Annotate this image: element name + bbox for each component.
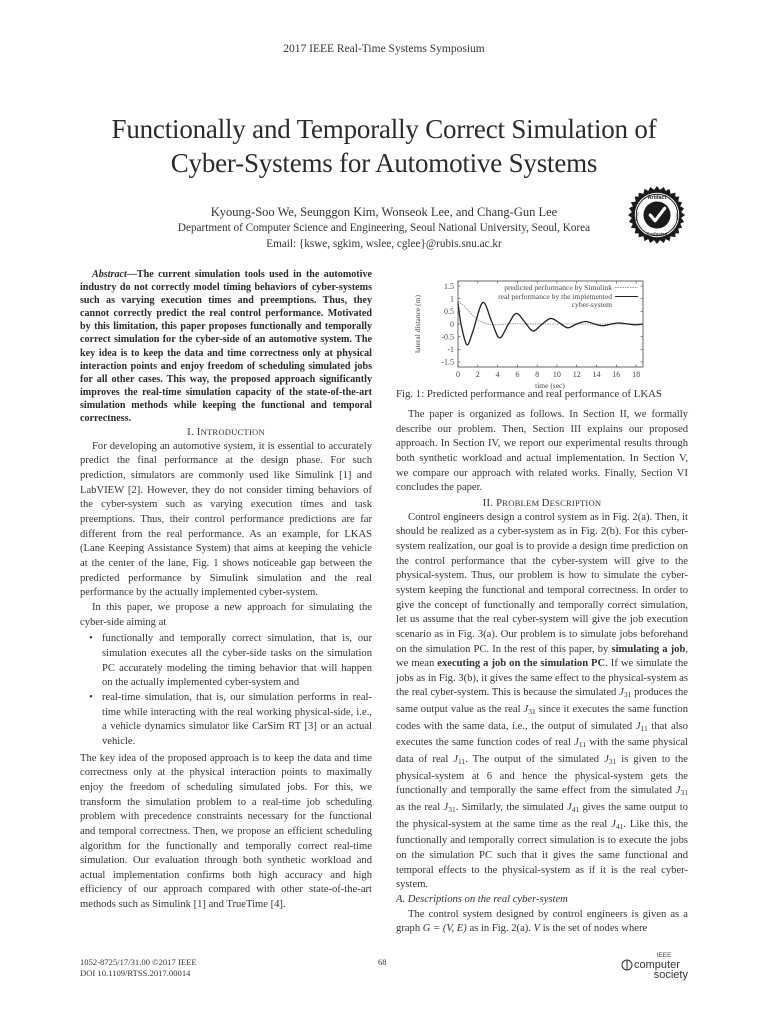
svg-text:10: 10: [552, 370, 561, 379]
svg-text:16: 16: [612, 370, 621, 379]
section-heading-problem-description: [396, 496, 688, 511]
title-line-2: Cyber-Systems for Automotive Systems: [170, 148, 598, 178]
svg-text:-1.5: -1.5: [441, 357, 454, 367]
abstract: [80, 268, 372, 425]
svg-text:society: society: [653, 969, 688, 981]
badge-top-text: Artifact: [647, 195, 667, 202]
heading-initial: I: [196, 426, 201, 439]
section-heading-introduction: [80, 425, 372, 440]
author-email: Email: {kswe, sgkim, wslee, cglee}@rubis.snu.ac.kr: [266, 238, 502, 250]
figure-1-chart: [412, 276, 660, 396]
y-axis-label: lateral distance (m): [413, 295, 422, 353]
abstract-label: Abstract: [92, 269, 127, 280]
subsection-heading: A. Descriptions on the real cyber-system: [396, 894, 568, 905]
list-item: • functionally and temporally correct simulation, that is, our simulation executes all the cyber-side tasks on the simulation PC accurately modeling the timing behavior that will happen on the actually implemented cyber-system and: [102, 632, 372, 691]
issn-line: 1052-8725/17/31.00 ©2017 IEEE: [80, 957, 197, 967]
svg-text:1.5: 1.5: [444, 281, 454, 291]
footer-copyright: [80, 957, 197, 979]
graph-paragraph: The control system designed by control engineers is given as a graph G = (V, E) as in Fig. 2(a). V is the set of nodes where: [396, 908, 688, 935]
intro-paragraph-3: The key idea of the proposed approach is to keep the data and time correctness only at the physical interaction points to maximally enjoy the freedom of scheduling simulated jobs. For this, we transform the simulation problem to a real-time job scheduling problem with precedence constraints necessary for the functional and temporal correctness. Then, we propose an efficient scheduling algorithm for the functionally and temporally correct real-time simulation. Our evaluation through both synthetic workload and actual implementation confirms both high accuracy and high efficiency of our approach compared with other state-of-the-art methods such as Simulink [1] and TrueTime [4].: [80, 752, 372, 911]
left-column: [80, 268, 372, 913]
abstract-text: —The current simulation tools used in the automotive industry do not correctly model timing behaviors of cyber-systems such as varying execution times and preemptions. Thus, they cannot correctly predict the real control performance. Motivated by this limitation, this paper proposes functionally and temporally correct simulation for the cyber-side of an automotive system. The key idea is to keep the data and time correctness only at physical interaction points and enjoy freedom of scheduling simulated jobs for all other cases. This way, the proposed approach significantly improves the real-time simulation capacity of the state-of-the-art simulation methods while keeping the functional and temporal correctness.: [80, 269, 372, 425]
plot-area: [458, 301, 643, 345]
svg-text:6: 6: [515, 370, 520, 379]
svg-text:12: 12: [572, 370, 581, 379]
legend-label-real-line1: real performance by the implemented: [498, 292, 612, 301]
right-column: [396, 408, 688, 937]
svg-text:4: 4: [495, 370, 500, 379]
heading-initial: D: [541, 496, 550, 509]
math-expression: G = (V, E): [422, 923, 467, 935]
bold-term: simulating a job: [611, 643, 686, 655]
svg-text:0: 0: [456, 370, 460, 379]
heading-smallcaps: NTRODUCTION: [200, 427, 265, 438]
list-item: • real-time simulation, that is, our simulation performs in real-time while interacting with the real working physical-side, i.e., a vehicle dynamics simulator like CarSim RT [3] or an actual vehicle.: [102, 691, 372, 750]
svg-text:IEEE: IEEE: [656, 952, 672, 959]
conference-header: 2017 IEEE Real-Time Systems Symposium: [283, 43, 485, 55]
chart-legend: [498, 283, 638, 309]
intro-paragraph-1: For developing an automotive system, it is essential to accurately predict the final performance at the design phase. For such prediction, simulators are commonly used like Simulink [1] and LabVIEW [2]. However, they do not consider timing behaviors of the cyber-system such as varying execution times and task preemptions. Thus, their control performance predictions are far different from the real performance. As an example, for LKAS (Lane Keeping Assistance System) that aims at keeping the vehicle at the center of the lane, Fig. 1 shows noticeable gap between the predicted performance by Simulink simulation and the real performance by the actually implemented cyber-system.: [80, 440, 372, 599]
badge-right-text: AEC: [674, 212, 680, 221]
heading-initial: P: [496, 496, 503, 509]
section-number: II.: [482, 496, 497, 509]
svg-text:14: 14: [592, 370, 601, 379]
doi-line: DOI 10.1109/RTSS.2017.00014: [80, 968, 191, 978]
author-names: Kyoung-Soo We, Seunggon Kim, Wonseok Lee, and Chang-Gun Lee: [210, 205, 558, 219]
svg-text:18: 18: [632, 370, 641, 379]
svg-text:-1: -1: [447, 345, 454, 355]
intro-paragraph-2: In this paper, we propose a new approach for simulating the cyber-side aiming at: [80, 602, 372, 628]
svg-text:1: 1: [450, 294, 454, 304]
figure-1-caption: Fig. 1: Predicted performance and real performance of LKAS: [396, 388, 662, 400]
section-number: I.: [187, 426, 197, 439]
heading-smallcaps: ESCRIPTION: [549, 497, 602, 508]
x-axis-label: time (sec): [535, 381, 565, 390]
organization-paragraph: The paper is organized as follows. In Section II, we formally describe our problem. Then, Section III explains our proposed approach. In Section IV, we report our experimental results through both synthetic workload and actual implementation. In Section V, we compare our approach with related works. Finally, Section VI concludes the paper.: [396, 409, 688, 494]
svg-text:0: 0: [450, 319, 454, 329]
svg-text:2: 2: [475, 370, 480, 379]
badge-bottom-text: Evaluated: [646, 231, 668, 237]
artifact-evaluated-badge-icon: [628, 186, 686, 244]
legend-label-simulink: predicted performance by Simulink: [504, 283, 612, 292]
author-affiliation: Department of Computer Science and Engineering, Seoul National University, Seoul, Korea: [177, 222, 591, 234]
svg-text:computer: computer: [634, 959, 680, 971]
heading-smallcaps: ROBLEM: [502, 497, 542, 508]
title-line-1: Functionally and Temporally Correct Simulation of: [111, 114, 657, 144]
svg-text:0.5: 0.5: [444, 307, 454, 317]
badge-left-text: RTSS: [634, 212, 640, 222]
svg-text:-0.5: -0.5: [441, 332, 454, 342]
svg-text:8: 8: [535, 370, 540, 379]
paper-title: [0, 112, 768, 180]
problem-paragraph: Control engineers design a control system as in Fig. 2(a). Then, it should be realized as a cyber-system as in Fig. 2(b). For this cyber-system realization, our goal is to provide a design time prediction on the control performance that the cyber-system will give to the physical-system. Thus, our problem is how to simulate the cyber-system keeping the functional and temporal correctness. In order to give the concept of functionally and temporally correct simulation, let us assume that the real cyber-system will give the job execution scenario as in Fig. 3(a). Our problem is to simulate jobs beforehand on the simulation PC. In the rest of this paper, by simulating a job, we mean executing a job on the simulation PC. If we simulate the jobs as in Fig. 3(b), it gives the same effect to the physical-system as the real cyber-system. This is because the simulated $J_{31}$ produces the same output value as the real $J_{31}$ since it executes the same function codes with the same data, i.e., the output of simulated $J_{11}$ that also executes the same function codes of real $J_{11}$ with the same physical data of real $J_{11}$. The output of the simulated $J_{31}$ is given to the physical-system at 6 and hence the physical-system gets the functionally and temporally the same effect from the simulated $J_{31}$ as the real $J_{31}$. Similarly, the simulated $J_{41}$ gives the same output to the physical-system at the same time as the real $J_{41}$. Like this, the functionally and temporally correct simulation is to execute the jobs on the simulation PC such that it gives the same functional and temporal effects to the physical-system as if it is the real cyber-system.: [396, 511, 689, 891]
contribution-list: [80, 632, 372, 749]
page-number: 68: [378, 957, 387, 967]
bold-term: executing a job on the simulation PC: [437, 658, 606, 670]
legend-label-real-line2: cyber-system: [571, 300, 612, 309]
ieee-computer-society-logo-icon: [620, 949, 690, 985]
